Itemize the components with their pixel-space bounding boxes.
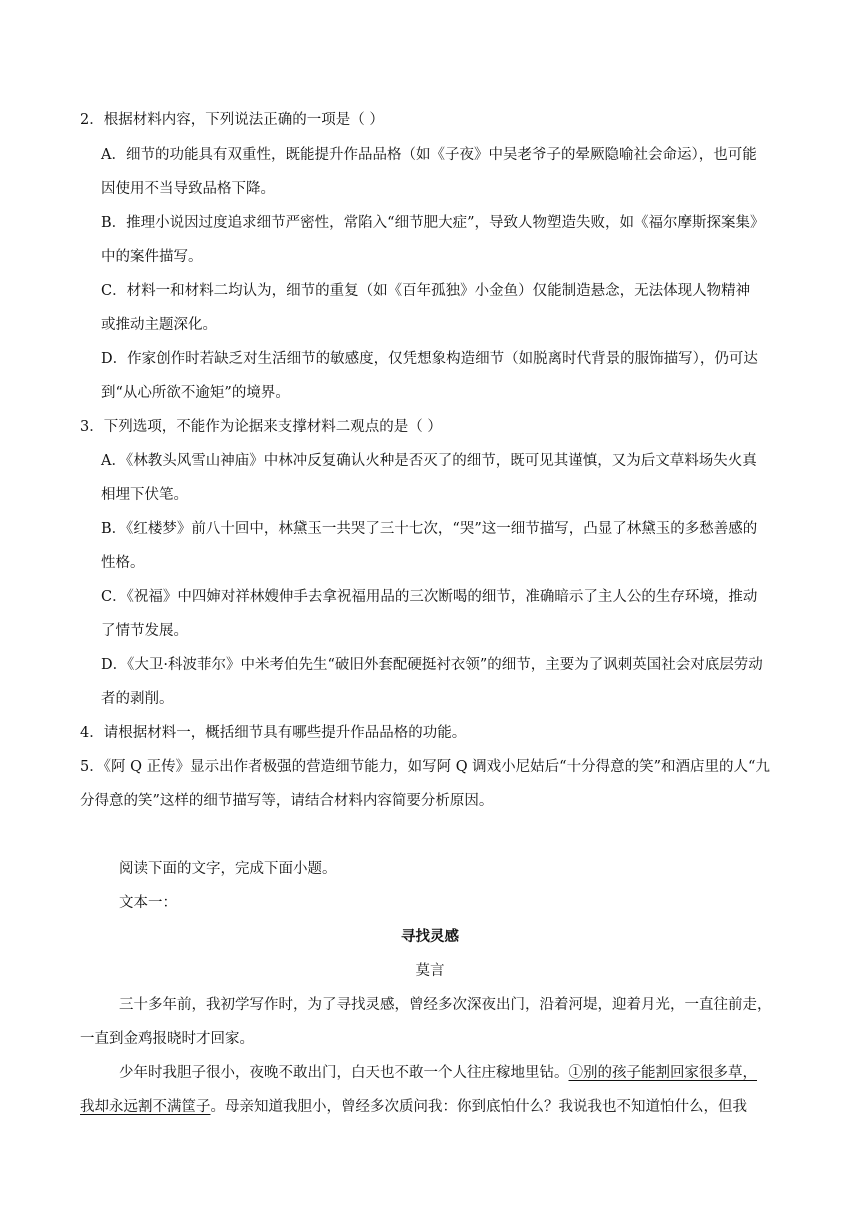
article-author: 莫言: [415, 963, 445, 979]
question-3-stem: 3．下列选项，不能作为论据来支撑材料二观点的是（ ）: [80, 419, 442, 435]
question-3-option-d: D．《大卫·科波菲尔》中米考伯先生“破旧外套配硬挺衬衣领”的细节，主要为了讽刺英国社会对底层劳动: [101, 657, 763, 673]
question-2-option-b: B．推理小说因过度追求细节严密性，常陷入“细节肥大症”，导致人物塑造失败，如《福尔摩斯探案集》: [101, 215, 765, 231]
paragraph-2-line-1: [119, 1063, 757, 1083]
question-5-stem-cont: 分得意的笑”这样的细节描写等，请结合材料内容简要分析原因。: [80, 793, 494, 809]
question-3-option-d-cont: 者的剥削。: [101, 691, 174, 707]
question-2-stem: 2．根据材料内容，下列说法正确的一项是（ ）: [80, 112, 384, 128]
question-5-stem: 5．《阿 Q 正传》显示出作者极强的营造细节能力，如写阿 Q 调戏小尼姑后“十分得意的笑”和酒店里的人“九: [80, 759, 770, 775]
question-3-option-c-cont: 了情节发展。: [101, 623, 188, 639]
question-3-option-c: C．《祝福》中四婶对祥林嫂伸手去拿祝福用品的三次断喝的细节，准确暗示了主人公的生存环境，推动: [101, 589, 758, 605]
question-2-option-c: C．材料一和材料二均认为，细节的重复（如《百年孤独》小金鱼）仅能制造悬念，无法体现人物精神: [101, 283, 751, 299]
paragraph-2-text: 少年时我胆子很小，夜晚不敢出门，白天也不敢一个人往庄稼地里钻。: [119, 1065, 569, 1081]
question-4-stem: 4．请根据材料一，概括细节具有哪些提升作品品格的功能。: [80, 725, 467, 741]
reading-instruction: 阅读下面的文字，完成下面小题。: [119, 861, 337, 877]
question-2-option-a-cont: 因使用不当导致品格下降。: [101, 181, 275, 197]
underlined-sentence-1-cont: 我却永远割不满筐子: [80, 1099, 211, 1115]
paragraph-1-line-2: 一直到金鸡报晓时才回家。: [80, 1031, 254, 1047]
question-2-option-d-cont: 到“从心所欲不逾矩”的境界。: [101, 385, 290, 401]
question-2-option-c-cont: 或推动主题深化。: [101, 317, 217, 333]
question-3-option-b: B．《红楼梦》前八十回中，林黛玉一共哭了三十七次，“哭”这一细节描写，凸显了林黛玉的多愁善感的: [101, 521, 758, 537]
question-2-option-a: A．细节的功能具有双重性，既能提升作品品格（如《子夜》中吴老爷子的晕厥隐喻社会命运），也可能: [101, 147, 757, 163]
question-3-option-a-cont: 相埋下伏笔。: [101, 487, 188, 503]
question-2-option-d: D．作家创作时若缺乏对生活细节的敏感度，仅凭想象构造细节（如脱离时代背景的服饰描写），仍可达: [101, 351, 758, 367]
article-title: 寻找灵感: [401, 928, 459, 945]
underlined-sentence-1: ①别的孩子能割回家很多草，: [568, 1065, 757, 1081]
question-3-option-a: A．《林教头风雪山神庙》中林冲反复确认火种是否灭了的细节，既可见其谨慎，又为后文草料场失火真: [101, 453, 757, 469]
question-2-option-b-cont: 中的案件描写。: [101, 249, 203, 265]
text-label: 文本一：: [119, 895, 177, 911]
paragraph-1-line-1: 三十多年前，我初学写作时，为了寻找灵感，曾经多次深夜出门，沿着河堤，迎着月光，一直往前走，: [119, 997, 772, 1013]
paragraph-2-line-2: [80, 1097, 747, 1117]
paragraph-2-text-cont: 。母亲知道我胆小，曾经多次质问我：你到底怕什么？我说我也不知道怕什么，但我: [210, 1099, 747, 1115]
question-3-option-b-cont: 性格。: [101, 555, 145, 571]
